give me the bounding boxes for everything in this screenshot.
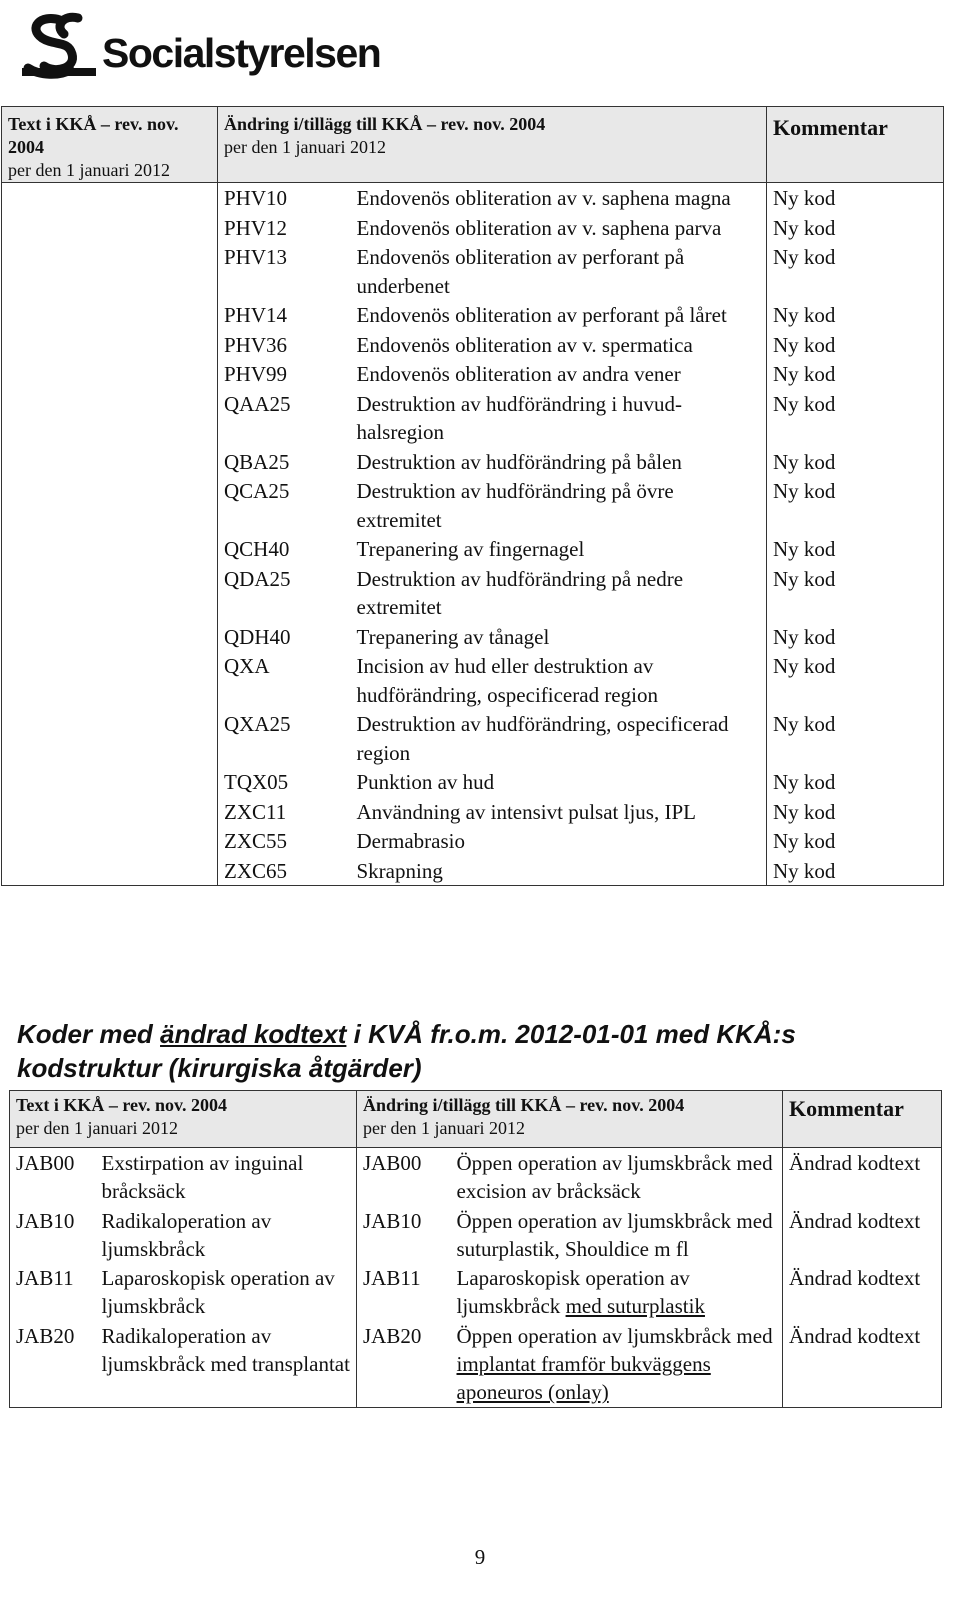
table-row	[2, 709, 944, 767]
table-row	[2, 534, 944, 564]
empty-old-cell	[2, 389, 218, 447]
table-row	[2, 856, 944, 886]
row-code: ZXC55	[218, 826, 351, 856]
row-comment: Ny kod	[767, 564, 944, 622]
new-text: Öppen operation av ljumskbråck med excision av bråcksäck	[451, 1148, 783, 1206]
row-code: QXA	[218, 651, 351, 709]
row-comment: Ny kod	[767, 447, 944, 477]
row-comment: Ny kod	[767, 622, 944, 652]
old-code: JAB11	[10, 1263, 96, 1321]
old-code: JAB10	[10, 1206, 96, 1264]
row-code: ZXC65	[218, 856, 351, 886]
table-row	[2, 213, 944, 243]
new-codes-table	[1, 106, 944, 886]
header-new-date: per den 1 januari 2012	[224, 137, 386, 157]
section-heading-prefix: Koder med	[17, 1019, 161, 1049]
old-text: Exstirpation av inguinal bråcksäck	[96, 1148, 357, 1206]
page-number: 9	[474, 1545, 486, 1569]
header-comment-label: Kommentar	[789, 1096, 904, 1121]
old-text: Laparoskopisk operation av ljumskbråck	[96, 1263, 357, 1321]
row-description: Dermabrasio	[356, 829, 465, 853]
header-old-title: Text i KKÅ – rev. nov. 2004	[8, 114, 179, 157]
row-comment: Ny kod	[767, 242, 944, 300]
table-row	[2, 476, 944, 534]
table-row	[2, 767, 944, 797]
empty-old-cell	[2, 183, 218, 213]
row-description: Endovenös obliteration av andra vener	[356, 362, 681, 386]
new-code: JAB20	[357, 1321, 451, 1407]
row-comment: Ny kod	[767, 183, 944, 213]
empty-old-cell	[2, 797, 218, 827]
table-row	[2, 359, 944, 389]
row-description: Incision av hud eller destruktion av hudförändring, ospecificerad region	[356, 654, 658, 707]
header-new-title: Ändring i/tillägg till KKÅ – rev. nov. 2004	[224, 114, 546, 134]
old-text: Radikaloperation av ljumskbråck	[96, 1206, 357, 1264]
empty-old-cell	[2, 856, 218, 886]
row-description: Destruktion av hudförändring, ospecificerad region	[356, 712, 729, 765]
brand-name: Socialstyrelsen	[102, 30, 381, 76]
row-code: PHV14	[218, 300, 351, 330]
row-comment: Ny kod	[767, 826, 944, 856]
table-row	[10, 1206, 942, 1264]
row-comment: Ny kod	[767, 389, 944, 447]
logo-emblem-icon	[20, 10, 98, 80]
table-row	[2, 651, 944, 709]
table-row	[10, 1321, 942, 1407]
row-code: QDH40	[218, 622, 351, 652]
row-comment: Ny kod	[767, 651, 944, 709]
row-description: Endovenös obliteration av v. saphena magna	[356, 186, 731, 210]
empty-old-cell	[2, 534, 218, 564]
header-comment	[767, 107, 944, 183]
table-row	[2, 183, 944, 213]
new-code: JAB10	[357, 1206, 451, 1264]
empty-old-cell	[2, 359, 218, 389]
row-code: QXA25	[218, 709, 351, 767]
empty-old-cell	[2, 767, 218, 797]
empty-old-cell	[2, 242, 218, 300]
new-text: Öppen operation av ljumskbråck med suturplastik, Shouldice m fl	[451, 1206, 783, 1264]
row-description: Endovenös obliteration av v. saphena parva	[356, 215, 722, 240]
row-comment: Ändrad kodtext	[783, 1321, 942, 1407]
new-text-plain: Laparoskopisk operation av ljumskbråck	[456, 1266, 690, 1319]
header-comment-label: Kommentar	[773, 115, 888, 140]
row-description: Destruktion av hudförändring på bålen	[356, 449, 682, 474]
new-code: JAB11	[357, 1263, 451, 1321]
empty-old-cell	[2, 300, 218, 330]
table-row	[2, 300, 944, 330]
new-text-underlined: med suturplastik	[565, 1294, 705, 1319]
header-comment	[783, 1091, 942, 1148]
section-heading-underlined: ändrad kodtext	[160, 1019, 347, 1049]
row-description: Endovenös obliteration av v. spermatica	[356, 332, 693, 357]
table-row	[2, 389, 944, 447]
row-code: PHV12	[218, 213, 351, 243]
header-new-text	[218, 107, 767, 183]
row-code: PHV13	[218, 242, 351, 300]
header-new-title: Ändring i/tillägg till KKÅ – rev. nov. 2004	[363, 1095, 685, 1115]
row-comment: Ny kod	[767, 534, 944, 564]
row-code: ZXC11	[218, 797, 351, 827]
empty-old-cell	[2, 709, 218, 767]
row-description: Destruktion av hudförändring i huvud-halsregion	[356, 391, 682, 444]
old-code: JAB20	[10, 1321, 96, 1407]
row-description: Skrapning	[351, 856, 767, 886]
empty-old-cell	[2, 651, 218, 709]
row-code: QCA25	[218, 476, 351, 534]
row-description: Destruktion av hudförändring på övre extremitet	[356, 479, 674, 532]
row-code: QCH40	[218, 534, 351, 564]
row-comment: Ändrad kodtext	[783, 1263, 942, 1321]
header-new-date: per den 1 januari 2012	[363, 1118, 525, 1138]
row-comment: Ny kod	[767, 797, 944, 827]
row-comment: Ny kod	[767, 330, 944, 360]
row-comment: Ny kod	[767, 856, 944, 886]
changed-codetext-table	[9, 1090, 942, 1408]
row-description: Endovenös obliteration av perforant på låret	[356, 303, 727, 327]
new-code: JAB00	[357, 1148, 451, 1206]
row-comment: Ny kod	[767, 213, 944, 243]
row-description: Trepanering av fingernagel	[356, 537, 585, 561]
new-text	[451, 1263, 783, 1321]
row-code: PHV99	[218, 359, 351, 389]
empty-old-cell	[2, 622, 218, 652]
table-header-row	[2, 107, 944, 183]
row-code: QBA25	[218, 447, 351, 477]
header-old-text	[2, 107, 218, 183]
table-row	[2, 622, 944, 652]
header-old-date: per den 1 januari 2012	[8, 160, 170, 180]
empty-old-cell	[2, 826, 218, 856]
table-row	[2, 826, 944, 856]
row-code: TQX05	[218, 767, 351, 797]
old-text: Radikaloperation av ljumskbråck med transplantat	[96, 1321, 357, 1407]
row-code: PHV36	[218, 330, 351, 360]
table-row	[10, 1148, 942, 1206]
section-heading-suffix: i KVÅ fr.o.m. 2012-01-01 med KKÅ:s kodstruktur (kirurgiska åtgärder)	[17, 1019, 796, 1083]
row-comment: Ändrad kodtext	[783, 1206, 942, 1264]
row-code: QDA25	[218, 564, 351, 622]
new-text	[451, 1321, 783, 1407]
table-row	[2, 797, 944, 827]
empty-old-cell	[2, 213, 218, 243]
empty-old-cell	[2, 564, 218, 622]
row-comment: Ny kod	[767, 359, 944, 389]
row-code: PHV10	[218, 183, 351, 213]
row-comment: Ny kod	[767, 476, 944, 534]
row-description: Användning av intensivt pulsat ljus, IPL	[356, 799, 696, 824]
table-header-row	[10, 1091, 942, 1148]
row-description: Punktion av hud	[356, 770, 495, 794]
header-old-title: Text i KKÅ – rev. nov. 2004	[16, 1095, 228, 1115]
empty-old-cell	[2, 447, 218, 477]
new-text-plain: Öppen operation av ljumskbråck med	[456, 1323, 773, 1348]
row-code: QAA25	[218, 389, 351, 447]
empty-old-cell	[2, 476, 218, 534]
header-old-date: per den 1 januari 2012	[16, 1118, 178, 1138]
header-new-text	[357, 1091, 783, 1148]
table-row	[2, 564, 944, 622]
empty-old-cell	[2, 330, 218, 360]
table-row	[2, 242, 944, 300]
header-old-text	[10, 1091, 357, 1148]
row-comment: Ny kod	[767, 709, 944, 767]
old-code: JAB00	[10, 1148, 96, 1206]
row-description: Destruktion av hudförändring på nedre extremitet	[356, 566, 684, 619]
row-comment: Ny kod	[767, 767, 944, 797]
table-row	[10, 1263, 942, 1321]
row-comment: Ny kod	[767, 300, 944, 330]
row-description: Endovenös obliteration av perforant på underbenet	[356, 245, 685, 298]
new-text-underlined: implantat framför bukväggens aponeuros (onlay)	[456, 1352, 711, 1405]
table-row	[2, 330, 944, 360]
section-heading	[17, 1017, 937, 1085]
table-row	[2, 447, 944, 477]
row-comment: Ändrad kodtext	[783, 1148, 942, 1206]
row-description: Trepanering av tånagel	[356, 624, 550, 649]
socialstyrelsen-logo	[20, 4, 380, 80]
